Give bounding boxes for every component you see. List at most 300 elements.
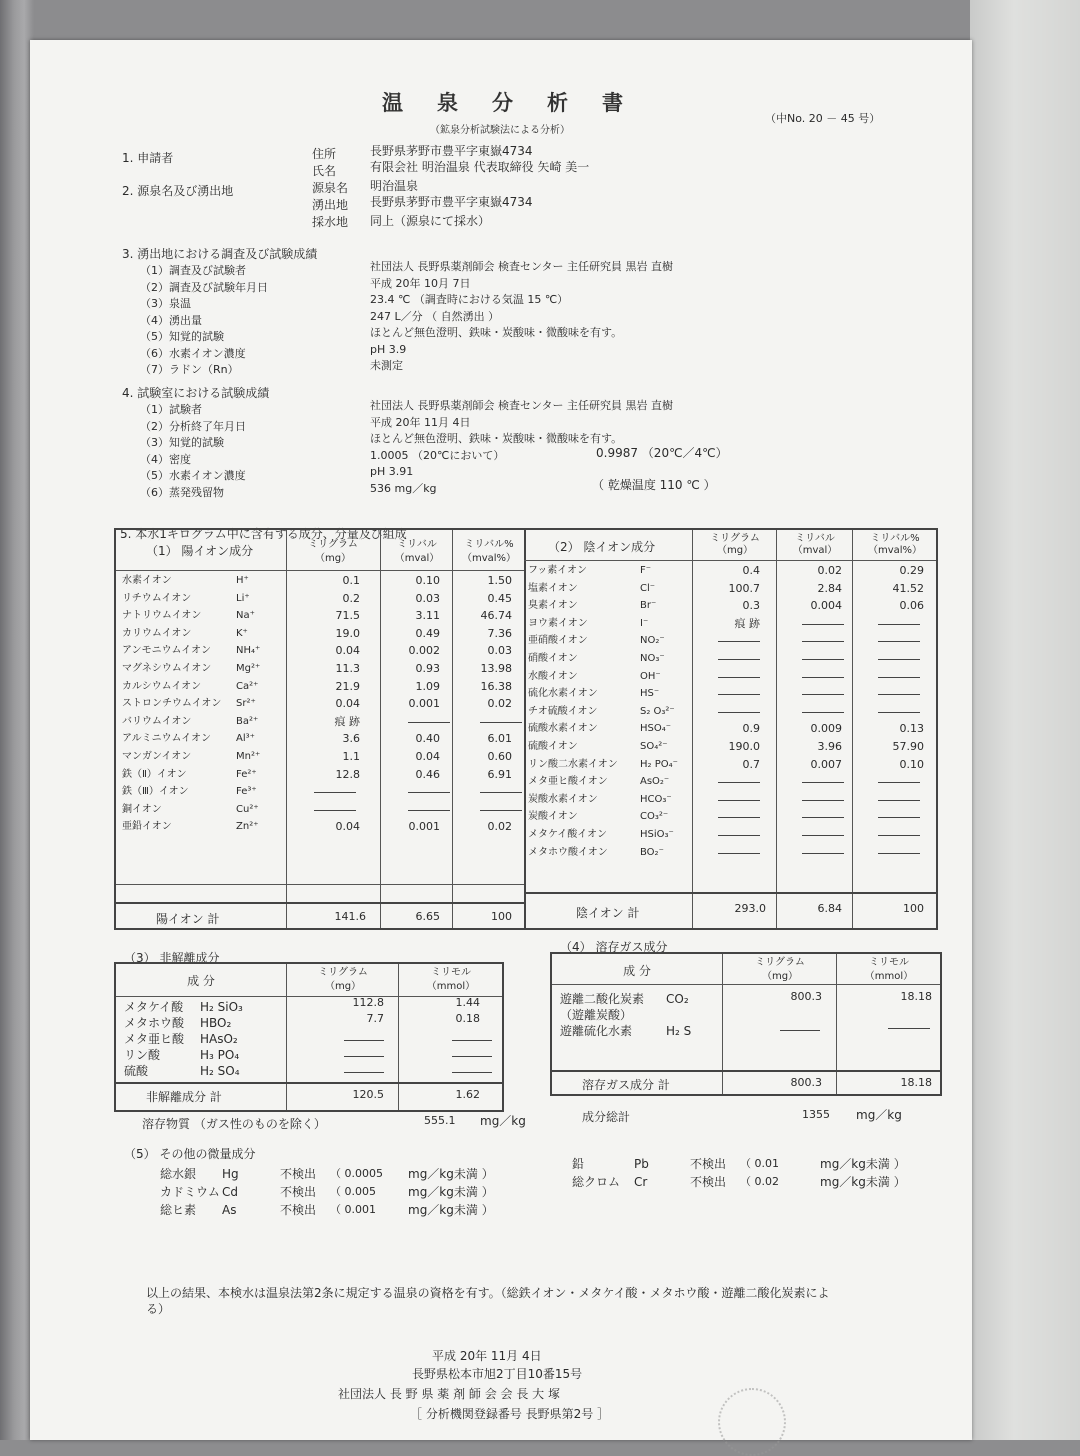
- gas-co2-note: （遊離炭酸）: [560, 1008, 633, 1022]
- empty-cell-dash: [802, 712, 844, 713]
- cation-name: ナトリウムイオン: [122, 610, 202, 622]
- cation-pct: 0.45: [487, 591, 512, 605]
- nondissoc-formula: HAsO₂: [200, 1032, 238, 1046]
- site-item-label: （2）調査及び試験年月日: [140, 280, 268, 294]
- anion-pct: 57.90: [892, 740, 924, 753]
- trace-limit: （ 0.01: [740, 1157, 779, 1170]
- applicant-address-value: 長野県茅野市豊平字東嶽4734: [370, 144, 533, 158]
- gas-co2-name: 遊離二酸化炭素: [560, 992, 645, 1006]
- lab-item-label: （1）試験者: [140, 403, 202, 416]
- nondissoc-formula: H₃ PO₄: [200, 1048, 240, 1062]
- analysis-document: [30, 40, 972, 1440]
- lab-item-label: （6）蒸発残留物: [140, 485, 224, 499]
- empty-cell-dash: [878, 694, 920, 695]
- cation-mg: 0.04: [335, 644, 360, 658]
- nondissoc-total-mmol: 1.62: [455, 1088, 480, 1101]
- section-lab-heading: 4. 試験室における試験成績: [122, 386, 270, 400]
- empty-cell-dash: [344, 1072, 384, 1073]
- nondissoc-col-mmol-unit: （mmol）: [426, 981, 476, 992]
- cation-col-mg-unit: （mg）: [314, 553, 352, 564]
- empty-cell-dash: [878, 641, 920, 642]
- anion-name: チオ硫酸イオン: [528, 705, 598, 717]
- anion-name: 炭酸水素イオン: [528, 793, 598, 805]
- cation-mval: 0.49: [415, 626, 440, 640]
- source-place-value: 長野県茅野市豊平字東嶽4734: [370, 195, 533, 209]
- lab-item-value: 平成 20年 11月 4日: [370, 415, 471, 429]
- empty-cell-dash: [878, 800, 920, 801]
- cation-total-label: 陽イオン 計: [156, 912, 220, 926]
- lab-item-value: 社団法人 長野県薬剤師会 検査センター 主任研究員 黒岩 直樹: [370, 399, 674, 412]
- anion-formula: H₂ PO₄⁻: [640, 758, 678, 770]
- nondissoc-total-mg: 120.5: [352, 1088, 384, 1101]
- nondissoc-col-mg: ミリグラム: [318, 967, 368, 978]
- cation-mg: 19.0: [335, 626, 360, 640]
- anion-formula: OH⁻: [640, 670, 661, 682]
- gas-co2-mg: 800.3: [790, 990, 822, 1003]
- empty-cell-dash: [718, 694, 760, 695]
- trace-limit: （ 0.001: [330, 1203, 376, 1216]
- cation-pct: 0.03: [487, 644, 512, 658]
- nondissoc-table: [114, 962, 504, 1112]
- cation-col-mval: ミリバル: [397, 539, 437, 550]
- gas-total-mmol: 18.18: [900, 1076, 932, 1089]
- cation-name: リチウムイオン: [122, 592, 192, 604]
- trace-status: 不検出: [690, 1157, 727, 1171]
- trace-name: 鉛: [572, 1157, 585, 1171]
- cation-formula: Ba²⁺: [236, 715, 259, 727]
- official-seal: [718, 1388, 786, 1456]
- cation-name: 鉄（Ⅲ）イオン: [122, 786, 189, 798]
- empty-cell-dash: [480, 792, 522, 793]
- site-item-label: （5）知覚的試験: [140, 330, 224, 343]
- cation-pct: 0.02: [487, 697, 512, 711]
- site-item-value: 23.4 ℃ （調査時における気温 15 ℃）: [370, 293, 569, 306]
- site-item-value: 247 L／分 （ 自然湧出 ）: [370, 309, 500, 323]
- empty-cell-dash: [408, 810, 450, 811]
- cation-mg: 12.8: [335, 767, 360, 781]
- gas-co2-mmol: 18.18: [900, 990, 932, 1003]
- gas-total-label: 溶存ガス成分 計: [582, 1078, 670, 1092]
- anion-formula: AsO₂⁻: [640, 776, 670, 788]
- cation-pct: 16.38: [480, 679, 512, 693]
- cation-mval: 0.04: [415, 750, 440, 763]
- section-composition-heading: 5. 本水1キログラム中に含有する成分、分量及び組成: [120, 527, 407, 541]
- source-name-label: 源泉名: [312, 181, 349, 195]
- empty-cell-dash: [408, 792, 450, 793]
- empty-cell-dash: [718, 835, 760, 836]
- cation-formula: Cu²⁺: [236, 803, 259, 815]
- cation-mval: 0.40: [415, 732, 440, 746]
- empty-cell-dash: [878, 835, 920, 836]
- source-place-label: 湧出地: [312, 198, 349, 212]
- anion-formula: HSO₄⁻: [640, 723, 672, 735]
- cation-formula: Fe²⁺: [236, 768, 257, 780]
- anion-heading: （2） 陰イオン成分: [548, 540, 656, 554]
- trace-limit: （ 0.005: [330, 1185, 376, 1198]
- empty-cell-dash: [802, 835, 844, 836]
- lab-residue-extra: （ 乾燥温度 110 ℃ ）: [592, 478, 716, 492]
- gas-co2-formula: CO₂: [666, 992, 689, 1006]
- anion-col-pct-unit: （mval%）: [867, 545, 923, 556]
- cation-formula: NH₄⁺: [236, 645, 261, 657]
- anion-mg: 100.7: [728, 581, 760, 595]
- anion-formula: I⁻: [640, 617, 649, 629]
- gas-h2s-name: 遊離硫化水素: [560, 1024, 633, 1038]
- nondissoc-name: メタケイ酸: [124, 1000, 184, 1014]
- site-item-label: （7）ラドン（Rn）: [140, 363, 239, 376]
- conclusion-line2: る）: [146, 1302, 171, 1316]
- empty-cell-dash: [408, 722, 450, 723]
- site-item-label: （6）水素イオン濃度: [140, 346, 246, 360]
- lab-item-label: （3）知覚的試験: [140, 436, 224, 449]
- gas-total-mg: 800.3: [790, 1076, 822, 1089]
- empty-cell-dash: [802, 782, 844, 783]
- trace-unit: mg／kg未満 ）: [820, 1157, 906, 1171]
- cation-mg: 1.1: [342, 750, 360, 763]
- empty-cell-dash: [878, 712, 920, 713]
- total-components-unit: mg／kg: [856, 1108, 902, 1122]
- empty-cell-dash: [452, 1072, 492, 1073]
- site-item-value: ほとんど無色澄明、鉄味・炭酸味・微酸味を有す。: [370, 326, 623, 339]
- anion-total-label: 陰イオン 計: [576, 906, 640, 920]
- cation-mg: 0.1: [342, 574, 360, 587]
- nondissoc-heading: （3） 非解離成分: [124, 951, 220, 965]
- empty-cell-dash: [802, 694, 844, 695]
- empty-cell-dash: [802, 800, 844, 801]
- trace-status: 不検出: [280, 1167, 317, 1181]
- total-components-label: 成分総計: [582, 1110, 631, 1124]
- anion-formula: NO₃⁻: [640, 653, 665, 664]
- nondissoc-mmol: 1.44: [455, 996, 480, 1009]
- cation-total-mg: 141.6: [334, 910, 366, 923]
- source-sample-value: 同上（源泉にて採水）: [370, 214, 491, 228]
- anion-name: 硫酸イオン: [528, 741, 578, 752]
- empty-cell-dash: [344, 1056, 384, 1057]
- nondissoc-mmol: 0.18: [455, 1012, 480, 1025]
- nondissoc-col-name: 成 分: [187, 974, 215, 988]
- doc-title: 温泉分析書: [382, 91, 657, 115]
- gas-col-mmol: ミリモル: [869, 957, 909, 968]
- trace-name: カドミウム: [160, 1185, 220, 1199]
- cation-mg: 11.3: [335, 662, 360, 675]
- anion-formula: Cl⁻: [640, 582, 656, 594]
- empty-cell-dash: [878, 659, 920, 660]
- empty-cell-dash: [718, 853, 760, 854]
- cation-name: アルミニウムイオン: [122, 733, 211, 745]
- cation-col-mg: ミリグラム: [308, 539, 358, 550]
- cation-name: カルシウムイオン: [122, 680, 202, 692]
- gas-col-mg-unit: （mg）: [761, 971, 799, 982]
- conclusion-line1: 以上の結果、本検水は温泉法第2条に規定する温泉の資格を有す。（総鉄イオン・メタケイ酸・メタホウ酸・遊離二酸化炭素によ: [146, 1286, 830, 1300]
- footer-date: 平成 20年 11月 4日: [432, 1349, 542, 1363]
- anion-mval: 0.007: [810, 757, 842, 771]
- trace-unit: mg／kg未満 ）: [408, 1185, 494, 1199]
- nondissoc-name: メタホウ酸: [124, 1016, 185, 1030]
- cation-pct: 0.02: [487, 820, 512, 834]
- anion-name: 塩素イオン: [528, 582, 578, 594]
- cation-mg: 71.5: [335, 609, 360, 623]
- background-panel: [970, 0, 1080, 1440]
- nondissoc-col-mmol: ミリモル: [431, 967, 471, 978]
- section-applicant-heading: 1. 申請者: [122, 151, 174, 165]
- anion-pct: 41.52: [892, 581, 924, 595]
- cation-pct: 46.74: [480, 609, 512, 623]
- trace-name: 総水銀: [160, 1167, 197, 1181]
- anion-mg: 痕 跡: [734, 616, 760, 630]
- nondissoc-mg: 7.7: [366, 1012, 384, 1025]
- anion-formula: HCO₃⁻: [640, 793, 672, 805]
- total-components-value: 1355: [802, 1108, 830, 1121]
- empty-cell-dash: [718, 659, 760, 660]
- gas-col-mmol-unit: （mmol）: [864, 971, 914, 982]
- source-name-value: 明治温泉: [370, 179, 419, 193]
- anion-formula: Br⁻: [640, 600, 657, 612]
- anion-mg: 0.3: [742, 599, 760, 613]
- anion-name: フッ素イオン: [528, 565, 587, 576]
- anion-formula: HS⁻: [640, 688, 660, 700]
- footer-registration: ［ 分析機関登録番号 長野県第2号 ］: [410, 1407, 610, 1421]
- cation-heading: （1） 陽イオン成分: [146, 544, 254, 558]
- cation-mval: 0.10: [415, 574, 440, 587]
- cation-mg: 21.9: [335, 679, 360, 693]
- anion-pct: 0.06: [899, 599, 924, 613]
- trace-formula: Cd: [222, 1185, 238, 1199]
- nondissoc-name: 硫酸: [124, 1064, 149, 1078]
- anion-formula: F⁻: [640, 565, 652, 576]
- cation-pct: 7.36: [487, 626, 512, 640]
- anion-pct: 0.10: [899, 757, 924, 771]
- nondissoc-formula: H₂ SiO₃: [200, 1000, 243, 1014]
- empty-cell-dash: [878, 817, 920, 818]
- site-item-value: 未測定: [370, 359, 403, 372]
- anion-col-mval: ミリバル: [795, 533, 835, 544]
- lab-item-value: pH 3.91: [370, 465, 414, 478]
- anion-formula: NO₂⁻: [640, 635, 665, 647]
- cation-formula: Mg²⁺: [236, 663, 261, 674]
- trace-unit: mg／kg未満 ）: [408, 1203, 494, 1217]
- cation-mg: 0.2: [342, 591, 360, 605]
- anion-name: ヨウ素イオン: [528, 617, 588, 629]
- trace-heading: （5） その他の微量成分: [124, 1147, 256, 1161]
- anion-col-mg: ミリグラム: [710, 533, 760, 544]
- cation-mval: 0.93: [415, 662, 440, 675]
- lab-item-value: 1.0005 （20℃において）: [370, 448, 505, 462]
- site-item-value: pH 3.9: [370, 342, 407, 356]
- cation-name: マンガンイオン: [122, 751, 192, 762]
- trace-unit: mg／kg未満 ）: [408, 1167, 494, 1181]
- empty-cell-dash: [802, 677, 844, 678]
- cation-name: バリウムイオン: [122, 715, 192, 727]
- lab-item-label: （5）水素イオン濃度: [140, 469, 246, 482]
- nondissoc-col-mg-unit: （mg）: [324, 981, 362, 992]
- cation-mval: 0.03: [415, 591, 440, 605]
- empty-cell-dash: [718, 712, 760, 713]
- cation-formula: Mn²⁺: [236, 751, 261, 762]
- cation-mg: 0.04: [335, 820, 360, 834]
- empty-cell-dash: [344, 1040, 384, 1041]
- gas-col-name: 成 分: [623, 964, 651, 978]
- cation-col-pct: ミリバル%: [464, 539, 514, 550]
- nondissoc-name: リン酸: [124, 1048, 161, 1062]
- anion-mg: 190.0: [728, 740, 760, 753]
- anion-mval: 0.02: [817, 564, 842, 577]
- cation-pct: 6.91: [487, 767, 512, 781]
- empty-cell-dash: [878, 782, 920, 783]
- cation-name: マグネシウムイオン: [122, 663, 212, 674]
- trace-formula: Pb: [634, 1157, 649, 1171]
- empty-cell-dash: [802, 817, 844, 818]
- cation-col-pct-unit: （mval%）: [461, 553, 517, 564]
- section-source-heading: 2. 源泉名及び湧出地: [122, 184, 234, 198]
- empty-cell-dash: [878, 624, 920, 625]
- anion-mval: 3.96: [817, 740, 842, 753]
- cation-formula: Fe³⁺: [236, 786, 257, 798]
- cation-mval: 1.09: [415, 679, 440, 693]
- site-item-label: （1）調査及び試験者: [140, 264, 246, 277]
- empty-cell-dash: [878, 677, 920, 678]
- anion-name: 硫酸水素イオン: [528, 723, 598, 735]
- trace-status: 不検出: [280, 1203, 317, 1217]
- cation-pct: 6.01: [487, 732, 512, 746]
- trace-name: 総クロム: [572, 1175, 621, 1189]
- anion-name: 硫化水素イオン: [528, 688, 598, 700]
- cation-total-pct: 100: [491, 910, 512, 923]
- empty-cell-dash: [718, 817, 760, 818]
- empty-cell-dash: [452, 1056, 492, 1057]
- cation-name: アンモニウムイオン: [122, 645, 211, 657]
- cation-pct: 13.98: [480, 662, 512, 675]
- anion-mg: 0.9: [742, 722, 760, 736]
- cation-name: 水素イオン: [122, 575, 172, 586]
- cation-mg: 痕 跡: [334, 714, 360, 728]
- gas-heading: （4） 溶存ガス成分: [560, 940, 668, 954]
- section-site-heading: 3. 湧出地における調査及び試験成績: [122, 247, 318, 261]
- nondissoc-formula: H₂ SO₄: [200, 1064, 240, 1078]
- cation-mval: 3.11: [415, 609, 440, 623]
- anion-total-mg: 293.0: [734, 902, 766, 915]
- gas-table: [550, 952, 942, 1096]
- anion-name: リン酸二水素イオン: [528, 758, 618, 770]
- applicant-name-label: 氏名: [312, 164, 337, 178]
- lab-density-extra: 0.9987 （20℃／4℃）: [596, 446, 728, 460]
- cation-name: ストロンチウムイオン: [122, 698, 222, 710]
- site-item-label: （4）湧出量: [140, 313, 202, 327]
- empty-cell-dash: [802, 624, 844, 625]
- cation-name: 鉄（Ⅱ）イオン: [122, 768, 187, 780]
- anion-col-mg-unit: （mg）: [716, 545, 754, 556]
- site-item-value: 社団法人 長野県薬剤師会 検査センター 主任研究員 黒岩 直樹: [370, 260, 674, 273]
- cation-name: 亜鉛イオン: [122, 821, 172, 833]
- cation-mval: 0.001: [408, 697, 440, 711]
- cation-formula: Zn²⁺: [236, 821, 259, 833]
- cation-formula: K⁺: [236, 627, 248, 639]
- trace-limit: （ 0.0005: [330, 1167, 383, 1180]
- doc-ref-no: （中No. 20 － 45 号）: [765, 112, 881, 125]
- cation-mg: 0.04: [335, 697, 360, 711]
- anion-formula: BO₂⁻: [640, 846, 664, 858]
- cation-col-mval-unit: （mval）: [394, 553, 440, 564]
- doc-subtitle: （鉱泉分析試験法による分析）: [430, 125, 570, 136]
- empty-cell-dash: [314, 792, 356, 793]
- cation-name: カリウムイオン: [122, 627, 192, 639]
- nondissoc-total-label: 非解離成分 計: [146, 1090, 222, 1104]
- nondissoc-mg: 112.8: [352, 996, 384, 1009]
- empty-cell-dash: [878, 853, 920, 854]
- dissolved-label: 溶存物質 （ガス性のものを除く）: [142, 1117, 326, 1131]
- anion-name: 水酸イオン: [528, 670, 578, 682]
- footer-address: 長野県松本市旭2丁目10番15号: [412, 1367, 583, 1381]
- cation-formula: Sr²⁺: [236, 698, 256, 710]
- cation-mval: 0.002: [408, 644, 440, 658]
- cation-formula: Ca²⁺: [236, 680, 259, 692]
- anion-name: 炭酸イオン: [528, 811, 578, 823]
- cation-mg: 3.6: [342, 732, 360, 746]
- cation-formula: Li⁺: [236, 592, 250, 604]
- trace-status: 不検出: [280, 1185, 317, 1199]
- anion-name: 硝酸イオン: [528, 653, 578, 664]
- anion-name: メタケイ酸イオン: [528, 829, 607, 840]
- lab-item-value: ほとんど無色澄明、鉄味・炭酸味・微酸味を有す。: [370, 432, 623, 445]
- cation-total-mval: 6.65: [415, 910, 440, 923]
- trace-limit: （ 0.02: [740, 1175, 779, 1188]
- empty-cell-dash: [480, 810, 522, 811]
- site-item-value: 平成 20年 10月 7日: [370, 276, 471, 290]
- empty-cell-dash: [718, 800, 760, 801]
- empty-cell-dash: [802, 659, 844, 660]
- trace-status: 不検出: [690, 1175, 727, 1189]
- source-sample-label: 採水地: [312, 215, 349, 229]
- cation-formula: H⁺: [236, 575, 249, 586]
- empty-cell-dash: [314, 810, 356, 811]
- trace-name: 総ヒ素: [160, 1203, 197, 1217]
- anion-col-mval-unit: （mval）: [792, 545, 838, 556]
- dissolved-unit: mg／kg: [480, 1114, 526, 1128]
- nondissoc-formula: HBO₂: [200, 1016, 232, 1030]
- anion-formula: SO₄²⁻: [640, 741, 668, 752]
- trace-formula: As: [222, 1203, 237, 1217]
- footer-org: 社団法人 長 野 県 薬 剤 師 会 会 長 大 塚: [338, 1387, 560, 1401]
- anion-mval: 0.009: [810, 722, 842, 736]
- anion-formula: HSiO₃⁻: [640, 829, 674, 840]
- empty-cell-dash: [480, 722, 522, 723]
- anion-name: 臭素イオン: [528, 600, 578, 612]
- gas-h2s-formula: H₂ S: [666, 1024, 692, 1038]
- cation-pct: 1.50: [487, 574, 512, 587]
- lab-item-label: （4）密度: [140, 452, 191, 466]
- applicant-name-value: 有限会社 明治温泉 代表取締役 矢崎 美一: [370, 160, 590, 174]
- lab-item-label: （2）分析終了年月日: [140, 419, 246, 433]
- anion-mg: 0.4: [742, 564, 760, 577]
- anion-formula: S₂ O₃²⁻: [640, 705, 675, 717]
- empty-cell-dash: [802, 641, 844, 642]
- cation-formula: Al³⁺: [236, 733, 255, 745]
- empty-cell-dash: [718, 782, 760, 783]
- anion-pct: 0.29: [899, 564, 924, 577]
- ion-table: [114, 528, 938, 930]
- trace-unit: mg／kg未満 ）: [820, 1175, 906, 1189]
- anion-formula: CO₃²⁻: [640, 811, 669, 823]
- anion-col-pct: ミリバル%: [870, 533, 920, 544]
- anion-name: 亜硝酸イオン: [528, 635, 588, 647]
- anion-pct: 0.13: [899, 722, 924, 736]
- anion-name: メタホウ酸イオン: [528, 846, 608, 858]
- anion-mval: 2.84: [817, 581, 842, 595]
- anion-mg: 0.7: [742, 757, 760, 771]
- trace-formula: Cr: [634, 1175, 648, 1189]
- trace-formula: Hg: [222, 1167, 239, 1181]
- gas-col-mg: ミリグラム: [755, 957, 805, 968]
- cation-pct: 0.60: [487, 750, 512, 763]
